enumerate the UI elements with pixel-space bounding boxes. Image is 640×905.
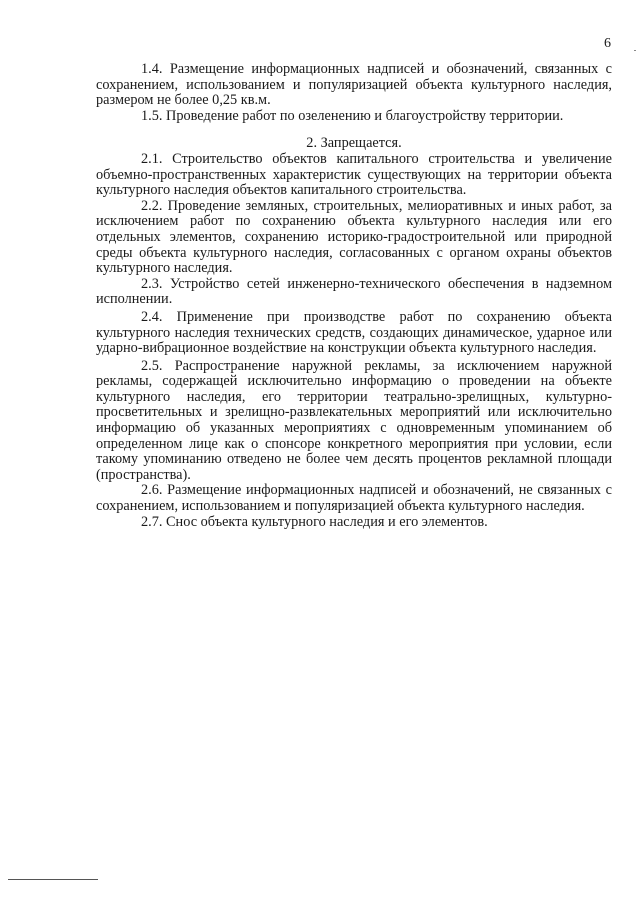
- page-number: 6: [604, 36, 611, 51]
- paragraph-2-3: 2.3. Устройство сетей инженерно-технического обеспечения в надземном исполнении.: [96, 275, 612, 308]
- paragraph-1-5: 1.5. Проведение работ по озеленению и благоустройству территории.: [141, 107, 564, 124]
- paragraph-2-4: 2.4. Применение при производстве работ по сохранению объекта культурного наследия технических средств, создающих динамическое, ударное или ударно-вибрационное воздействие на конструкции объекта культурного наследия.: [96, 308, 612, 357]
- paragraph-2-2: 2.2. Проведение земляных, строительных, мелиоративных и иных работ, за исключением работ по сохранению объекта культурного наследия или его отдельных элементов, сохранению историко-градостроительной или природной среды объекта культурного наследия, согласованных с органом охраны объектов культурного наследия.: [96, 197, 612, 277]
- section-heading-2: 2. Запрещается.: [306, 135, 402, 152]
- scan-artifact-line: [8, 879, 98, 880]
- paragraph-1-4: 1.4. Размещение информационных надписей и обозначений, связанных с сохранением, использованием и популяризацией объекта культурного наследия, размером не более 0,25 кв.м.: [96, 61, 612, 109]
- paragraph-2-5: 2.5. Распространение наружной рекламы, за исключением наружной рекламы, содержащей исключительно информацию о проведении на объекте культурного наследия, его территории театрально-зрелищных, культурно-просветительных и зрелищно-развлекательных мероприятий или исключительно информацию об указанных мероприятиях с одновременным упоминанием об определенном лице как о спонсоре конкретного мероприятия при условии, если такому упоминанию отведено не более чем десять процентов рекламной площади (пространства).: [96, 357, 612, 483]
- paragraph-2-6: 2.6. Размещение информационных надписей и обозначений, не связанных с сохранением, использованием и популяризацией объекта культурного наследия.: [96, 482, 612, 515]
- scan-artifact-dot: [634, 50, 636, 51]
- paragraph-2-7: 2.7. Снос объекта культурного наследия и его элементов.: [141, 513, 488, 530]
- paragraph-2-1: 2.1. Строительство объектов капитального строительства и увеличение объемно-пространственных характеристик существующих на территории объекта культурного наследия объектов капитального строительства.: [96, 150, 612, 199]
- document-body: [96, 62, 612, 530]
